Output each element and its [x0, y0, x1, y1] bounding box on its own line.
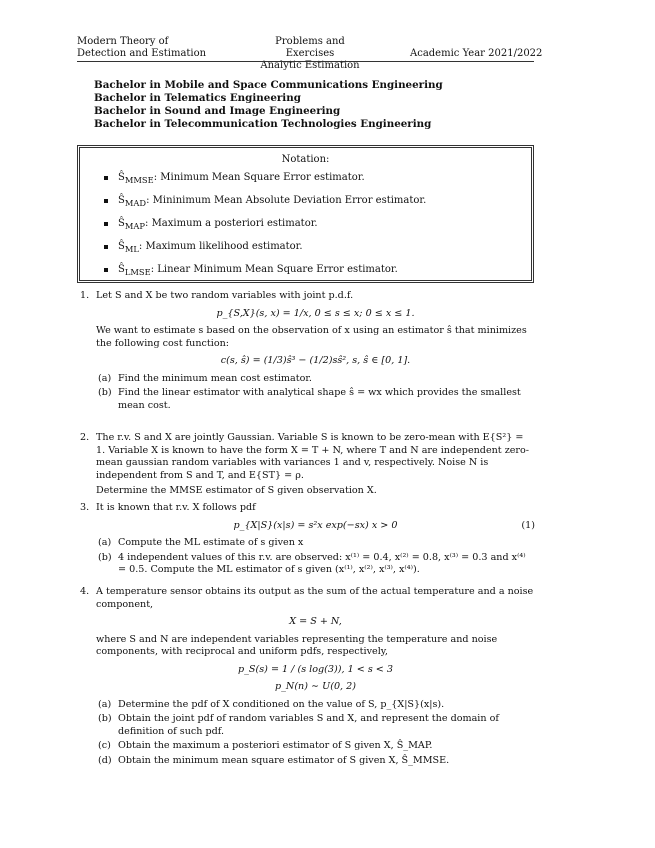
estimator-symbol: Ŝ [118, 264, 125, 275]
notation-text: : Minimum Mean Square Error estimator. [153, 172, 365, 183]
program-list [94, 79, 443, 131]
notation-box [77, 145, 534, 283]
subquestion-text: Obtain the maximum a posteriori estimator of S given X, Ŝ_MAP. [118, 740, 433, 751]
problem-number: 1. [80, 290, 90, 301]
header-left [77, 36, 206, 60]
problem-number: 3. [80, 502, 90, 513]
problem-4 [80, 586, 535, 767]
academic-year: Academic Year 2021/2022 [410, 48, 543, 59]
course-title-line2: Detection and Estimation [77, 48, 207, 59]
header-rule [77, 61, 534, 62]
subquestion [96, 387, 535, 412]
header-center [250, 36, 370, 72]
problem-3 [80, 502, 535, 577]
equation-number: (1) [521, 519, 535, 531]
estimator-subscript: ML [124, 244, 139, 254]
notation-text: : Mininimum Mean Absolute Deviation Error estimator. [146, 195, 427, 206]
subquestion [96, 740, 535, 753]
subquestion [96, 713, 535, 738]
equation-body: p_{X|S}(x|s) = s²x exp(−sx) x > 0 [233, 519, 398, 531]
subquestion-text: Find the minimum mean cost estimator. [118, 372, 312, 384]
notation-text: : Maximum a posteriori estimator. [145, 218, 318, 229]
program-item: Bachelor in Sound and Image Engineering [94, 105, 341, 117]
equation: c(s, ŝ) = (1/3)ŝ³ − (1/2)sŝ², s, ŝ ∈ [0, 1]. [220, 355, 411, 366]
program-item: Bachelor in Mobile and Space Communications Engineering [94, 79, 443, 91]
subquestion-text: Obtain the minimum mean square estimator of S given X, Ŝ_MMSE. [118, 754, 450, 766]
program-item: Bachelor in Telecommunication Technologies Engineering [94, 118, 432, 130]
subquestion [96, 552, 535, 577]
subquestion [96, 755, 535, 768]
problem-text: where S and N are independent variables representing the temperature and noise components, with reciprocal and uniform pdfs, respectively, [96, 633, 498, 657]
program-item: Bachelor in Telematics Engineering [94, 92, 301, 104]
notation-title: Notation: [281, 154, 330, 165]
estimator-subscript: MAP [124, 221, 146, 231]
notation-item [102, 264, 531, 278]
estimator-symbol: Ŝ [118, 195, 125, 206]
doc-topic: Analytic Estimation [260, 60, 360, 71]
notation-text: : Maximum likelihood estimator. [138, 241, 303, 252]
subquestion-label: (a) [98, 698, 112, 710]
problem-2 [80, 432, 535, 501]
equation: p_N(n) ∼ U(0, 2) [274, 681, 356, 692]
problem-intro: Let S and X be two random variables with joint p.d.f. [96, 290, 354, 301]
estimator-subscript: MAD [124, 198, 147, 208]
problem-1 [80, 290, 535, 412]
equation: p_{S,X}(s, x) = 1/x, 0 ≤ s ≤ x; 0 ≤ x ≤ 1. [216, 307, 415, 319]
subquestion [96, 699, 535, 712]
subquestion-label: (b) [98, 713, 112, 724]
problem-text: We want to estimate s based on the observation of x using an estimator ŝ that minimizes the following cost function: [96, 325, 527, 349]
subquestion-label: (c) [98, 740, 111, 751]
estimator-symbol: Ŝ [118, 218, 125, 229]
subquestion [96, 537, 535, 550]
estimator-subscript: LMSE [124, 267, 151, 277]
subquestion-text: Compute the ML estimate of s given x [118, 537, 304, 548]
course-title-line1: Modern Theory of [77, 36, 169, 47]
estimator-subscript: MMSE [124, 175, 154, 185]
problem-intro: A temperature sensor obtains its output as the sum of the actual temperature and a noise component, [96, 586, 534, 610]
subquestion-label: (a) [98, 537, 112, 548]
problem-intro: It is known that r.v. X follows pdf [96, 502, 256, 513]
estimator-symbol: Ŝ [118, 241, 125, 252]
subquestion-label: (d) [98, 754, 112, 766]
subquestion-text: Obtain the joint pdf of random variables S and X, and represent the domain of definition of such pdf. [118, 713, 499, 737]
subquestion-text: Find the linear estimator with analytical shape ŝ = wx which provides the smallest mean cost. [118, 387, 521, 411]
problem-text: Determine the MMSE estimator of S given observation X. [96, 485, 377, 496]
notation-item [102, 218, 531, 232]
subquestion [96, 373, 535, 386]
subquestion-label: (b) [98, 551, 112, 563]
notation-item [102, 241, 531, 255]
equation [96, 520, 535, 533]
subquestion-label: (b) [98, 387, 112, 398]
notation-item [102, 195, 531, 209]
subquestion-label: (a) [98, 372, 112, 384]
problem-number: 2. [80, 432, 90, 443]
subquestion-text: 4 independent values of this r.v. are observed: x⁽¹⁾ = 0.4, x⁽²⁾ = 0.8, x⁽³⁾ = 0.3 and x⁽⁴⁾ = 0.5. Compute the ML estimator of s given (x⁽¹⁾, x⁽²⁾, x⁽³⁾, x⁽⁴⁾). [118, 551, 526, 575]
notation-list [102, 172, 531, 278]
notation-text: : Linear Minimum Mean Square Error estimator. [150, 264, 398, 275]
equation: X = S + N, [289, 616, 342, 627]
notation-item [102, 172, 531, 186]
problem-text: The r.v. S and X are jointly Gaussian. Variable S is known to be zero-mean with E{S²} = 1. Variable X is known to have the form X = T + N, where T and N are independent zero-mean gaussian random variables with variances 1 and v, respectively. Noise N is independent from S and T, and E{ST} = ρ. [96, 432, 530, 481]
doc-type: Problems and Exercises [275, 36, 345, 59]
estimator-symbol: Ŝ [118, 172, 125, 183]
problem-number: 4. [80, 586, 90, 597]
subquestion-text: Determine the pdf of X conditioned on the value of S, p_{X|S}(x|s). [118, 698, 445, 710]
equation: p_S(s) = 1 / (s log(3)), 1 < s < 3 [237, 663, 394, 675]
